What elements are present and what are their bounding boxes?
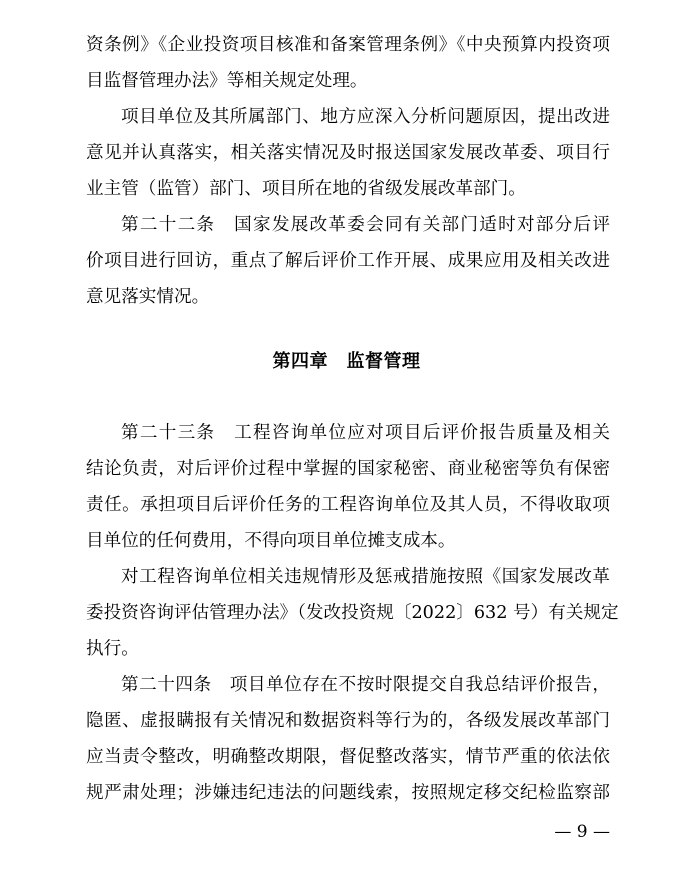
page-number: — 9 — xyxy=(554,822,610,842)
chapter-heading: 第四章 监督管理 xyxy=(272,351,421,372)
body-line: 意见落实情况。 xyxy=(86,287,210,307)
article-24-line: 第二十四条 项目单位存在不按时限提交自我总结评价报告， xyxy=(121,675,610,695)
body-line: 目监督管理办法》等相关规定处理。 xyxy=(86,71,368,91)
body-line: 目单位的任何费用，不得向项目单位摊支成本。 xyxy=(86,531,456,551)
body-line: 资条例》《企业投资项目核准和备案管理条例》《中央预算内投资项 xyxy=(86,35,610,55)
body-line: 规严肃处理；涉嫌违纪违法的问题线索，按照规定移交纪检监察部 xyxy=(86,783,610,803)
body-line: 应当责令整改，明确整改期限，督促整改落实，情节严重的依法依 xyxy=(86,747,610,767)
body-line: 执行。 xyxy=(86,639,139,659)
body-line: 隐匿、虚报瞒报有关情况和数据资料等行为的，各级发展改革部门 xyxy=(86,711,610,731)
body-line: 结论负责，对后评价过程中掌握的国家秘密、商业秘密等负有保密 xyxy=(86,459,610,479)
article-23-line: 第二十三条 工程咨询单位应对项目后评价报告质量及相关 xyxy=(121,423,610,443)
article-22-line: 第二十二条 国家发展改革委会同有关部门适时对部分后评 xyxy=(121,215,610,235)
body-line: 价项目进行回访，重点了解后评价工作开展、成果应用及相关改进 xyxy=(86,251,610,271)
body-line: 对工程咨询单位相关违规情形及惩戒措施按照《国家发展改革 xyxy=(121,567,610,587)
body-line: 意见并认真落实，相关落实情况及时报送国家发展改革委、项目行 xyxy=(86,143,610,163)
body-line: 责任。承担项目后评价任务的工程咨询单位及其人员，不得收取项 xyxy=(86,495,610,515)
body-line: 委投资咨询评估管理办法》（发改投资规〔2022〕632 号）有关规定 xyxy=(86,603,619,623)
body-line: 项目单位及其所属部门、地方应深入分析问题原因，提出改进 xyxy=(121,107,610,127)
body-line: 业主管（监管）部门、项目所在地的省级发展改革部门。 xyxy=(86,179,526,199)
